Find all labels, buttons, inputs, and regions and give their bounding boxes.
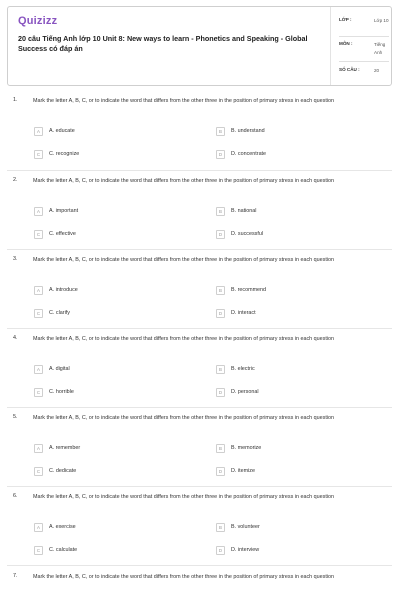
question-text: Mark the letter A, B, C, or to indicate the word that differs from the other three in the position of primary stress in each question <box>33 178 335 184</box>
option-text: B. volunteer <box>231 524 260 530</box>
meta-subject-label: MÔN : <box>339 41 353 46</box>
option-letter-box: B <box>216 523 225 532</box>
header-divider <box>330 7 331 85</box>
option-letter-box: C <box>34 150 43 159</box>
meta-count-value: 20 <box>374 68 380 73</box>
option-letter-box: B <box>216 286 225 295</box>
option-letter-box: D <box>216 230 225 239</box>
option-text: C. recognize <box>49 151 80 157</box>
meta-class-value: Lớp 10 <box>374 18 389 23</box>
option-text: B. understand <box>231 128 265 134</box>
option-text: B. recommend <box>231 287 267 293</box>
option-letter-box: A <box>34 207 43 216</box>
question-text: Mark the letter A, B, C, or to indicate the word that differs from the other three in the position of primary stress in each question <box>33 257 335 263</box>
question-divider <box>7 170 392 171</box>
option-text: B. memorize <box>231 445 262 451</box>
option-text: D. itemize <box>231 468 255 474</box>
option-text: D. concentrate <box>231 151 267 157</box>
question-text: Mark the letter A, B, C, or to indicate the word that differs from the other three in the position of primary stress in each question <box>33 494 335 500</box>
question-divider <box>7 249 392 250</box>
option-letter-box: C <box>34 546 43 555</box>
meta-separator <box>339 61 389 62</box>
meta-class-label: LỚP : <box>339 17 352 22</box>
question-number: 2. <box>13 177 18 183</box>
option-text: D. successful <box>231 231 264 237</box>
question-text: Mark the letter A, B, C, or to indicate the word that differs from the other three in the position of primary stress in each question <box>33 415 335 421</box>
option-text: C. effective <box>49 231 76 237</box>
option-letter-box: B <box>216 365 225 374</box>
question-number: 3. <box>13 256 18 262</box>
option-letter-box: A <box>34 365 43 374</box>
option-letter-box: C <box>34 467 43 476</box>
option-letter-box: D <box>216 309 225 318</box>
option-letter-box: C <box>34 388 43 397</box>
option-letter-box: A <box>34 127 43 136</box>
question-text: Mark the letter A, B, C, or to indicate the word that differs from the other three in the position of primary stress in each question <box>33 336 335 342</box>
question-divider <box>7 328 392 329</box>
option-text: A. introduce <box>49 287 78 293</box>
option-text: A. remember <box>49 445 81 451</box>
question-number: 1. <box>13 97 18 103</box>
option-letter-box: D <box>216 467 225 476</box>
option-text: A. important <box>49 208 79 214</box>
question-divider <box>7 486 392 487</box>
meta-count-label: SỐ CÂU : <box>339 67 360 72</box>
option-letter-box: C <box>34 230 43 239</box>
option-text: B. national <box>231 208 257 214</box>
option-text: C. horrible <box>49 389 74 395</box>
option-text: B. electric <box>231 366 255 372</box>
question-text: Mark the letter A, B, C, or to indicate the word that differs from the other three in the position of primary stress in each question <box>33 98 335 104</box>
option-text: C. dedicate <box>49 468 77 474</box>
option-letter-box: B <box>216 444 225 453</box>
option-text: D. interact <box>231 310 256 316</box>
question-divider <box>7 407 392 408</box>
option-letter-box: B <box>216 127 225 136</box>
option-text: C. calculate <box>49 547 78 553</box>
option-letter-box: B <box>216 207 225 216</box>
question-number: 5. <box>13 414 18 420</box>
option-letter-box: D <box>216 150 225 159</box>
question-number: 4. <box>13 335 18 341</box>
option-text: C. clarify <box>49 310 70 316</box>
option-text: D. personal <box>231 389 259 395</box>
option-letter-box: D <box>216 546 225 555</box>
question-text: Mark the letter A, B, C, or to indicate the word that differs from the other three in the position of primary stress in each question <box>33 574 335 580</box>
question-number: 6. <box>13 493 18 499</box>
worksheet-header <box>7 6 392 86</box>
question-number: 7. <box>13 573 18 579</box>
option-letter-box: C <box>34 309 43 318</box>
option-letter-box: D <box>216 388 225 397</box>
question-divider <box>7 565 392 566</box>
option-text: A. exercise <box>49 524 76 530</box>
option-text: D. interview <box>231 547 260 553</box>
worksheet-title: 20 câu Tiếng Anh lớp 10 Unit 8: New ways to learn - Phonetics and Speaking - Global Success có đáp án <box>18 34 308 53</box>
option-text: A. educate <box>49 128 75 134</box>
meta-subject-value: Tiếng Anh <box>374 42 386 55</box>
option-letter-box: A <box>34 523 43 532</box>
option-text: A. digital <box>49 366 70 372</box>
meta-separator <box>339 36 389 37</box>
option-letter-box: A <box>34 444 43 453</box>
quizizz-logo: Quizizz <box>18 15 58 27</box>
option-letter-box: A <box>34 286 43 295</box>
